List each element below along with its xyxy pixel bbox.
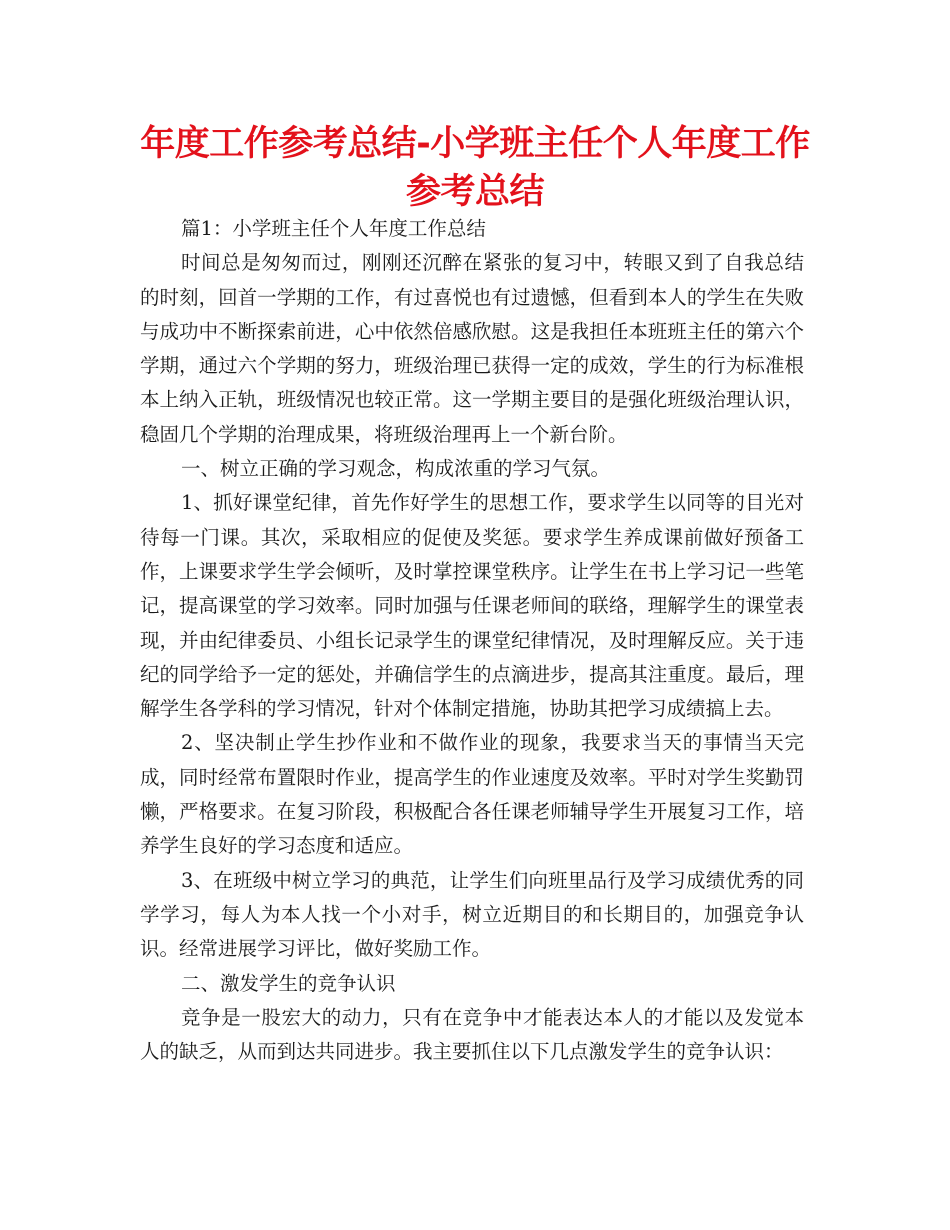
paragraph: 时间总是匆匆而过，刚刚还沉醉在紧张的复习中，转眼又到了自我总结的时刻，回首一学期的工作，有过喜悦也有过遗憾，但看到本人的学生在失败与成功中不断探索前进，心中依然倍感欣慰。这是我担任本班班主任的第六个学期，通过六个学期的努力，班级治理已获得一定的成效，学生的行为标准根本上纳入正轨，班级情况也较正常。这一学期主要目的是强化班级治理认识，稳固几个学期的治理成果，将班级治理再上一个新台阶。	[140, 251, 804, 446]
section-heading: 二、激发学生的竞争认识	[180, 971, 396, 995]
section-heading: 篇1：小学班主任个人年度工作总结	[180, 217, 486, 240]
paragraph: 竞争是一股宏大的动力，只有在竞争中才能表达本人的才能以及发觉本人的缺乏，从而到达共同进步。我主要抓住以下几点激发学生的竞争认识：	[140, 1005, 804, 1064]
paragraph: 1、抓好课堂纪律，首先作好学生的思想工作，要求学生以同等的目光对待每一门课。其次，采取相应的促使及奖惩。要求学生养成课前做好预备工作，上课要求学生学会倾听，及时掌控课堂秩序。让学生在书上学习记一些笔记，提高课堂的学习效率。同时加强与任课老师间的联络，理解学生的课堂表现，并由纪律委员、小组长记录学生的课堂纪律情况，及时理解反应。关于违纪的同学给予一定的惩处，并确信学生的点滴进步，提高其注重度。最后，理解学生各学科的学习情况，针对个体制定措施，协助其把学习成绩搞上去。	[140, 491, 804, 721]
section-heading: 一、树立正确的学习观念，构成浓重的学习气氛。	[180, 457, 610, 481]
paragraph: 2、坚决制止学生抄作业和不做作业的现象，我要求当天的事情当天完成，同时经常布置限时作业，提高学生的作业速度及效率。平时对学生奖勤罚懒，严格要求。在复习阶段，积极配合各任课老师辅导学生开展复习工作，培养学生良好的学习态度和适应。	[140, 731, 804, 858]
document-title: 年度工作参考总结-小学班主任个人年度工作参考总结	[140, 124, 810, 212]
paragraph: 3、在班级中树立学习的典范，让学生们向班里品行及学习成绩优秀的同学学习，每人为本人找一个小对手，树立近期目的和长期目的，加强竞争认识。经常进展学习评比，做好奖励工作。	[140, 868, 804, 961]
document-body	[140, 212, 804, 1069]
